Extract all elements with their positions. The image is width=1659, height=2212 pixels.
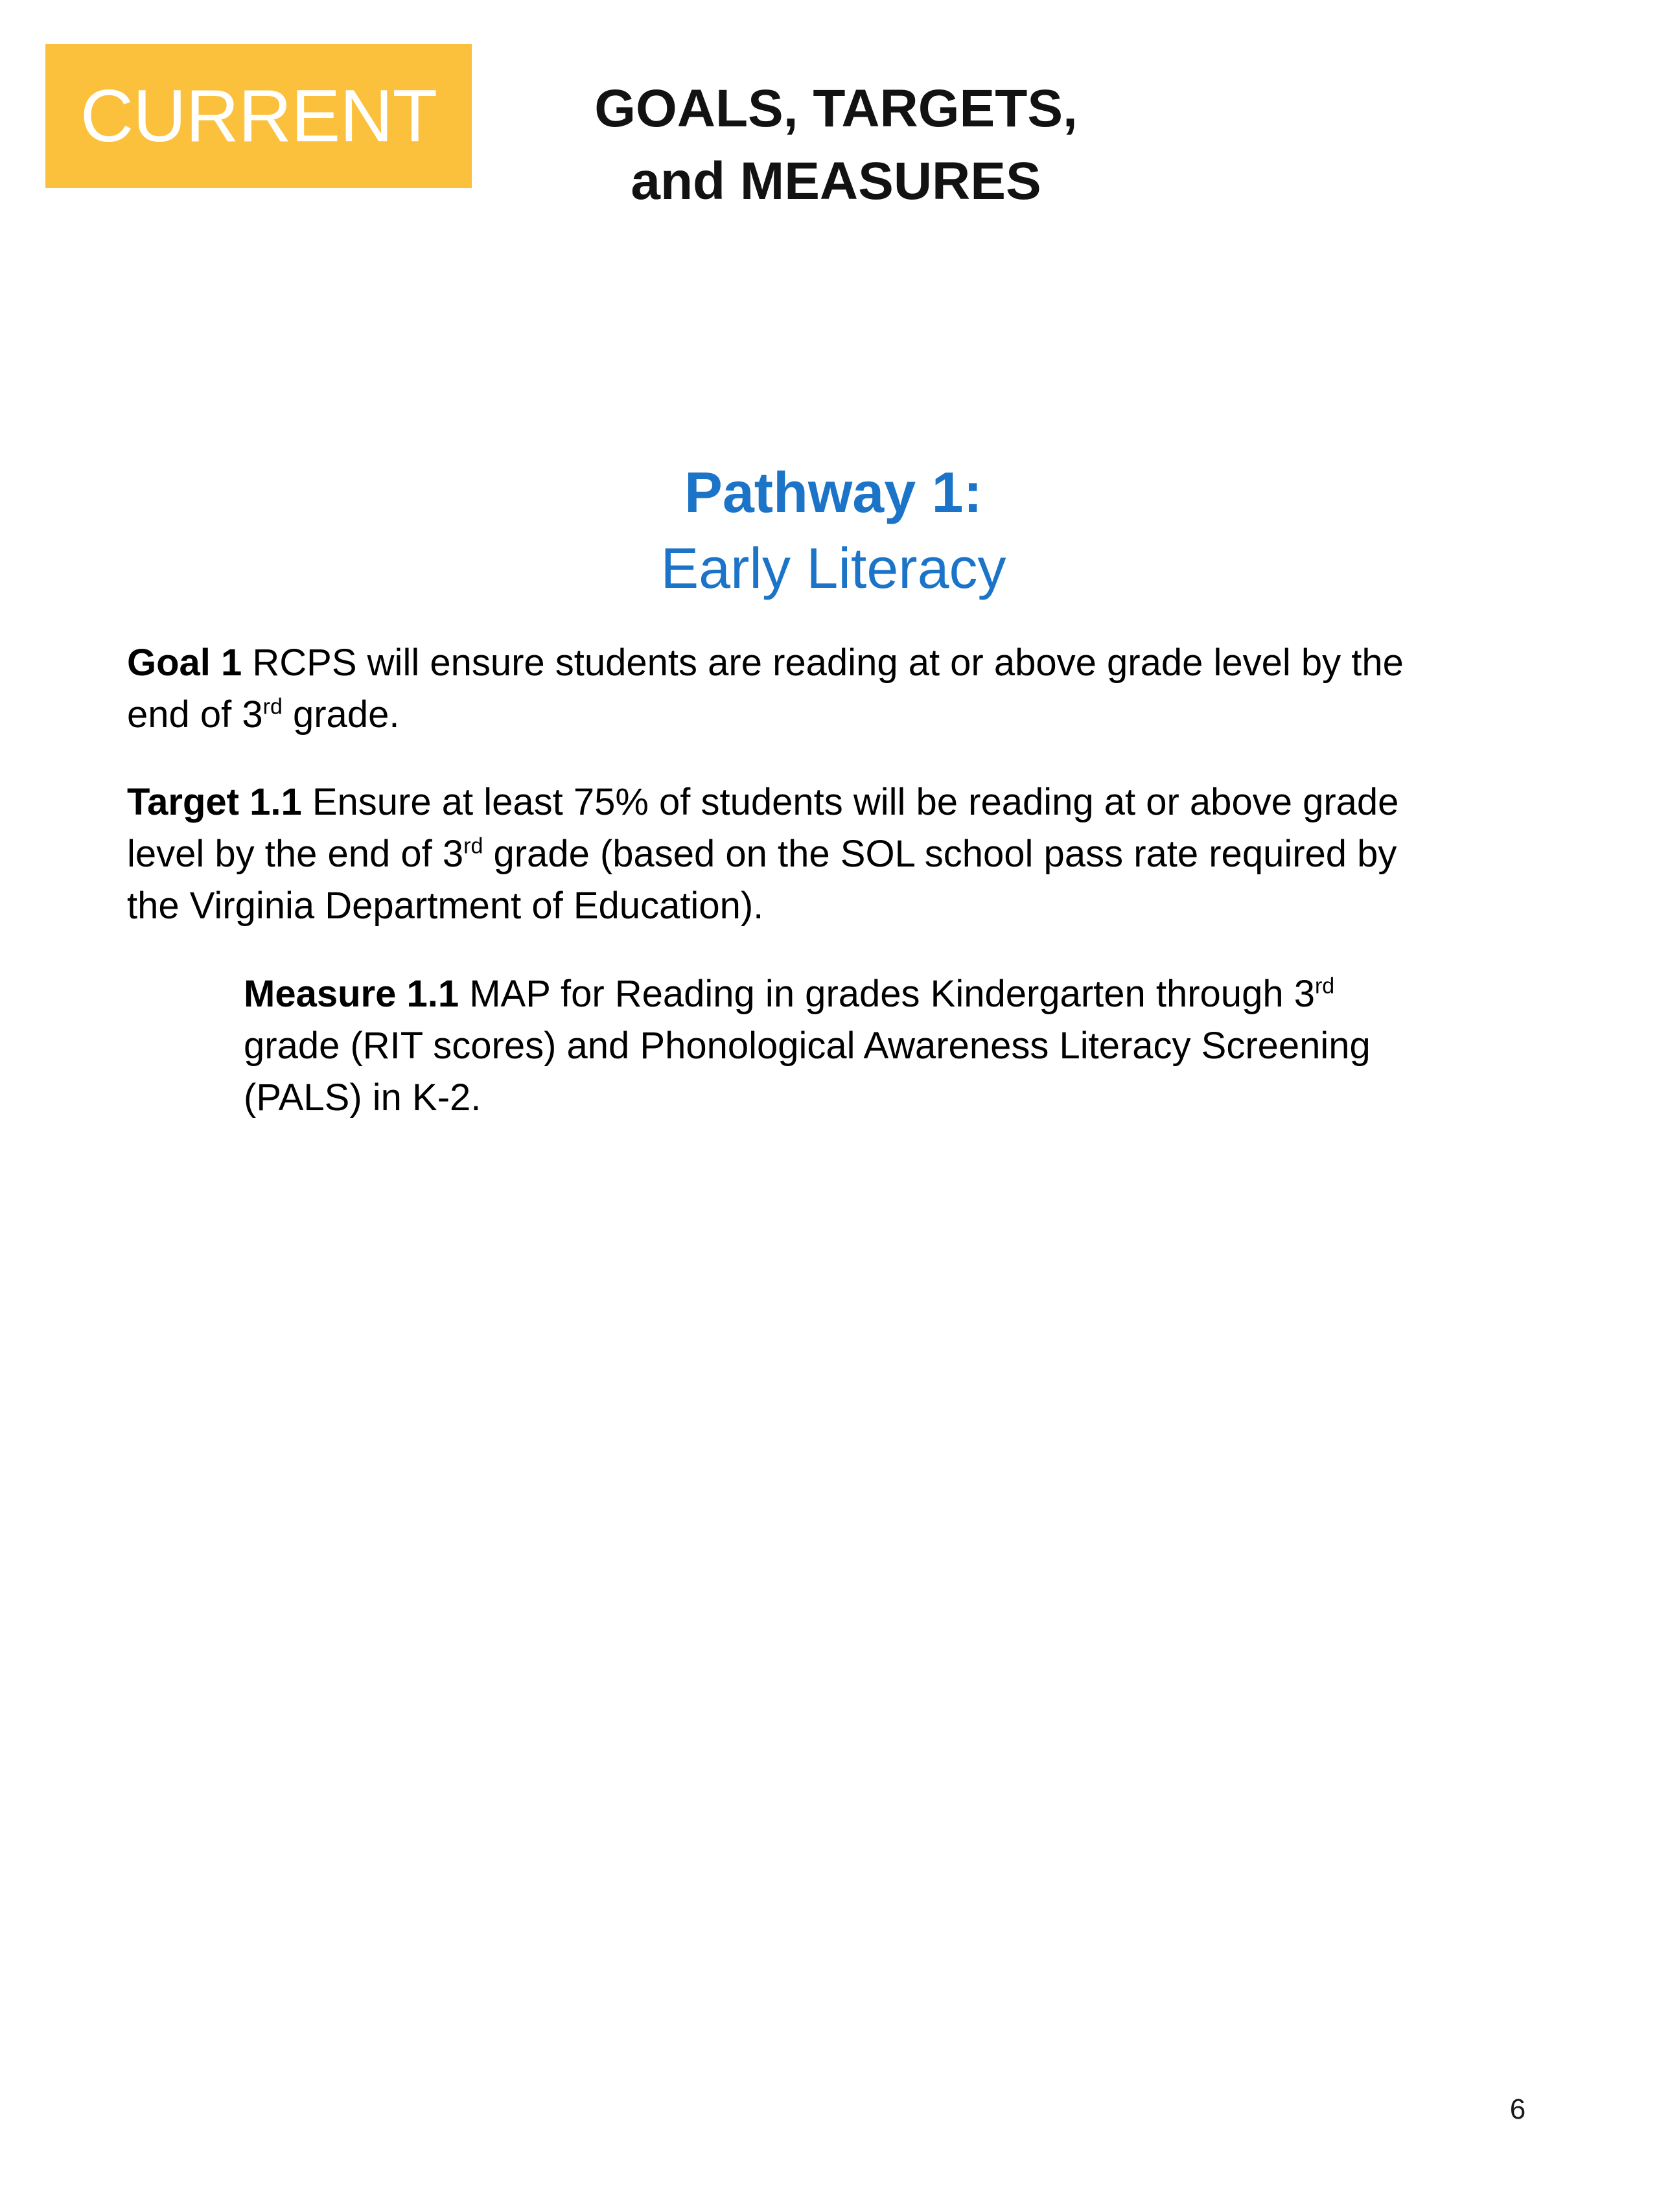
page-number: 6: [1509, 2093, 1526, 2125]
paragraph-line: [244, 1020, 1371, 1072]
paragraph-lead-in: Target 1.1: [127, 781, 302, 823]
paragraph-text: MAP for Reading in grades Kindergarten through 3: [459, 973, 1315, 1015]
paragraph-line: [127, 689, 1404, 741]
paragraph-line: [244, 968, 1371, 1020]
paragraph-text: grade.: [282, 693, 400, 736]
paragraph-line: [127, 828, 1398, 880]
paragraph-text: level by the end of 3: [127, 833, 464, 875]
paragraph-text: Ensure at least 75% of students will be reading at or above grade: [301, 781, 1399, 823]
pathway-subtitle: Early Literacy: [660, 536, 1006, 600]
paragraph-text: grade (RIT scores) and Phonological Awareness Literacy Screening: [244, 1025, 1371, 1067]
paragraph-target-1-1: [127, 776, 1398, 932]
superscript-ordinal: rd: [463, 833, 483, 859]
paragraph-text: grade (based on the SOL school pass rate required by: [483, 833, 1397, 875]
paragraph-line: [127, 637, 1404, 689]
paragraph-lead-in: Measure 1.1: [244, 973, 459, 1015]
paragraph-text: RCPS will ensure students are reading at or above grade level by the: [242, 642, 1404, 684]
superscript-ordinal: rd: [262, 694, 283, 719]
paragraph-line: [127, 776, 1398, 828]
paragraph-goal-1: [127, 637, 1404, 741]
paragraph-text: the Virginia Department of Education).: [127, 885, 764, 927]
paragraph-lead-in: Goal 1: [127, 642, 242, 684]
pathway-title: Pathway 1:: [684, 460, 982, 524]
superscript-ordinal: rd: [1314, 973, 1335, 999]
paragraph-text: end of 3: [127, 693, 263, 736]
paragraph-line: [244, 1072, 1371, 1124]
page-title-line-1: GOALS, TARGETS,: [594, 79, 1078, 138]
current-status-badge: CURRENT: [45, 44, 472, 188]
page-title-line-2: and MEASURES: [631, 152, 1041, 211]
page-title: [518, 73, 1154, 218]
pathway-heading: [127, 454, 1540, 606]
paragraph-measure-1-1: [244, 968, 1371, 1124]
paragraph-text: (PALS) in K-2.: [244, 1077, 481, 1119]
paragraph-line: [127, 880, 1398, 932]
